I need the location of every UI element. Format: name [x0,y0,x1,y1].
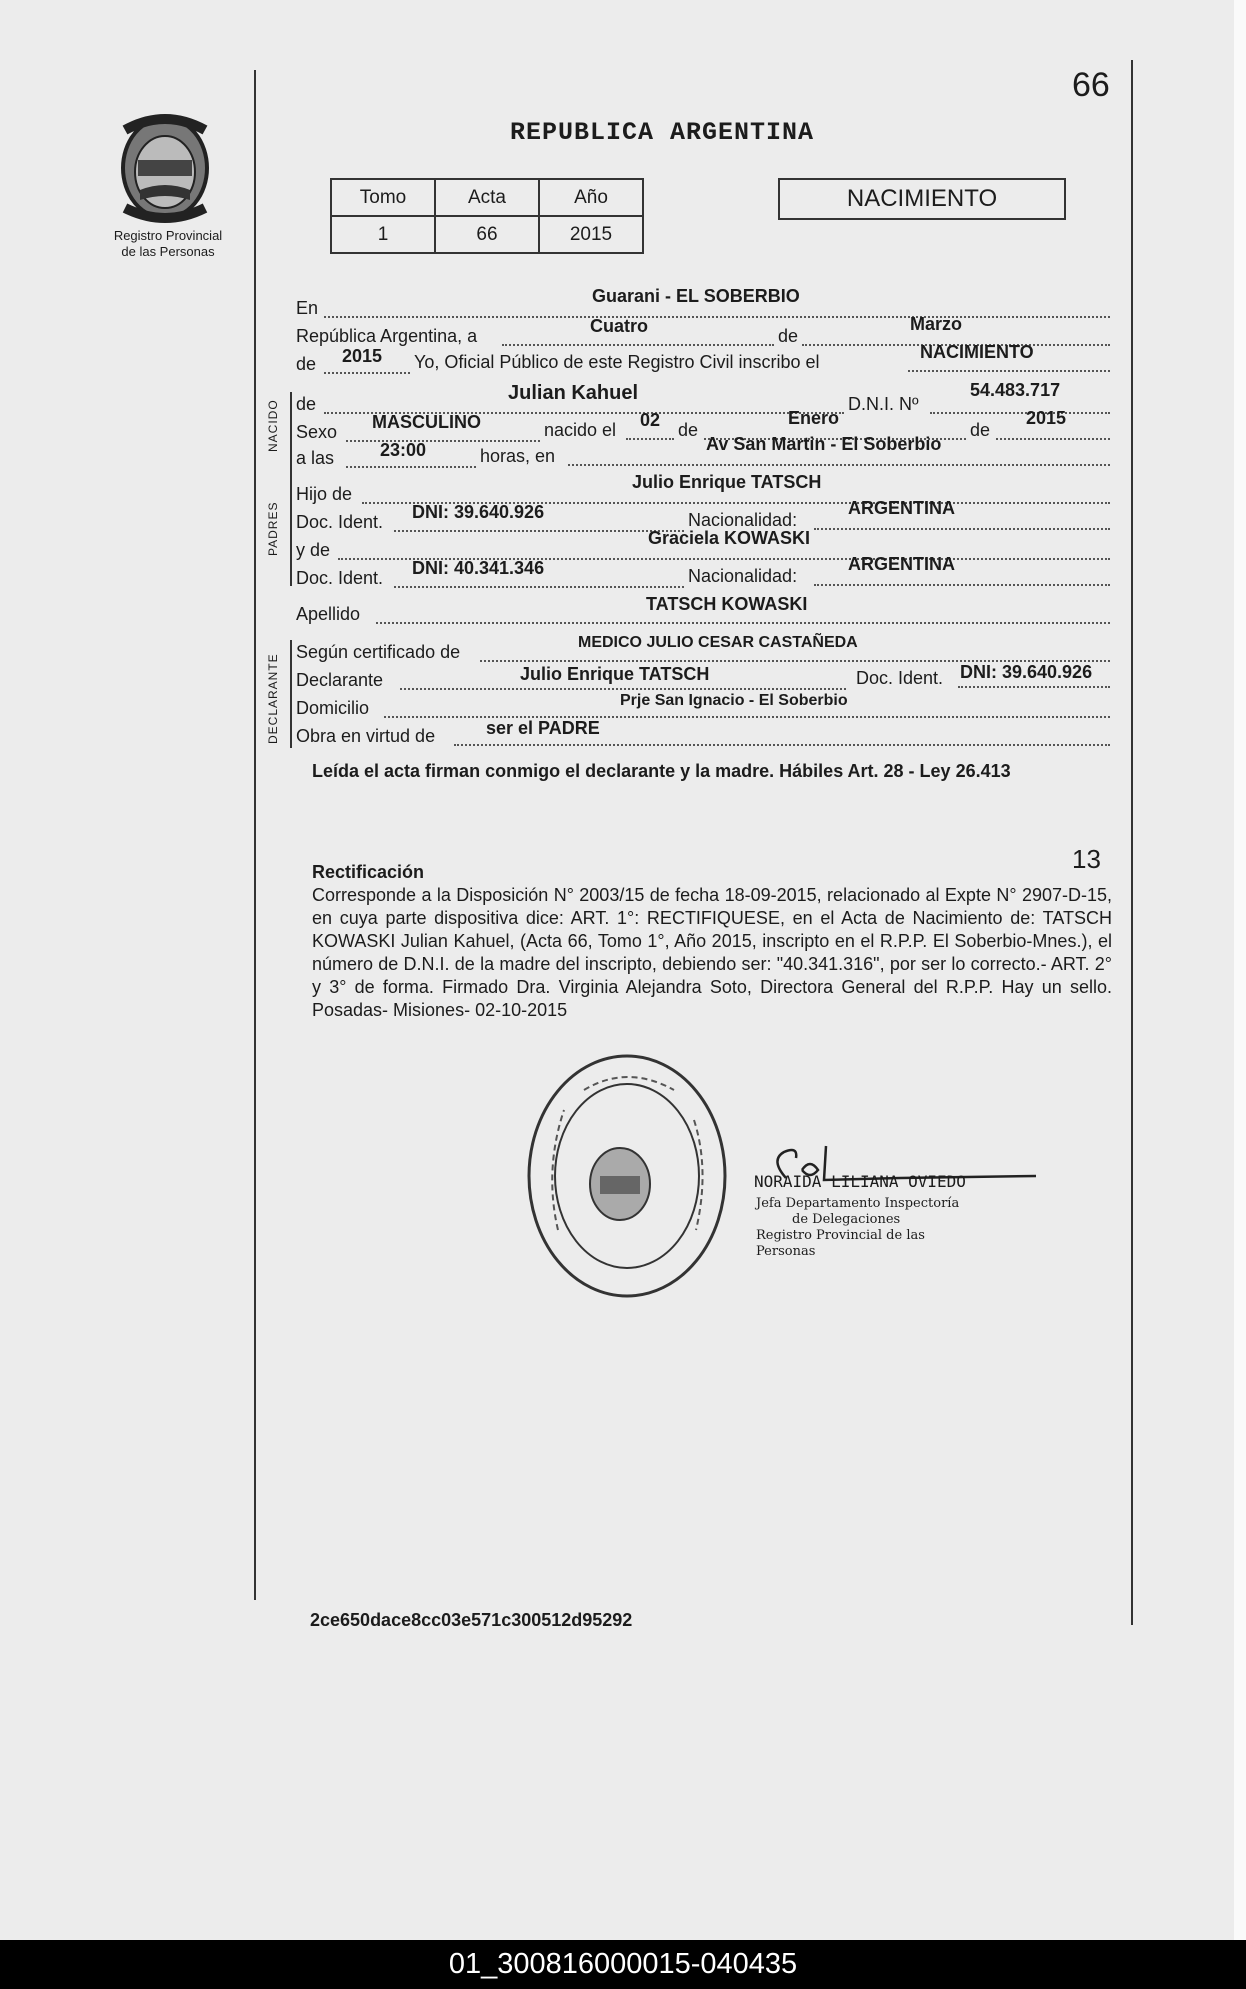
row-en [296,298,318,324]
label-apellido: Apellido [296,604,361,624]
label-doc-ident-3: Doc. Ident. [856,668,944,688]
label-segun-certificado: Según certificado de [296,642,461,662]
value-declarante-doc: DNI: 39.640.926 [960,662,1093,682]
value-madre-doc: DNI: 40.341.346 [412,558,545,578]
value-padre-nacionalidad: ARGENTINA [848,498,955,518]
row-de-nac-mes [678,420,698,446]
label-a-las: a las [296,448,335,468]
value-apellido: TATSCH KOWASKI [646,594,808,614]
left-frame-line [254,70,256,1600]
label-doc-ident-2: Doc. Ident. [296,568,384,588]
page-edge [1234,0,1246,1940]
label-y-de: y de [296,540,331,560]
header-tomo: Tomo [331,179,435,216]
logo-caption-line-2: de las Personas [121,244,215,259]
row-hijo [296,484,352,510]
label-republica: República Argentina, a [296,326,478,346]
label-de-2: de [678,420,699,440]
label-en: En [296,298,319,318]
label-oficial: Yo, Oficial Público de este Registro Civil inscribo el [414,352,820,372]
label-de: de [778,326,799,346]
value-anio: 2015 [342,346,383,366]
section-bar-nacido [290,392,292,484]
section-bar-padres [290,482,292,586]
signer-title [756,1196,986,1260]
document-title: REPUBLICA ARGENTINA [510,118,815,147]
value-domicilio-nacimiento: Av San Martin - El Soberbio [706,434,942,454]
value-dia: Cuatro [590,316,648,336]
side-label-padres: PADRES [266,501,280,556]
row-oficial [414,352,820,378]
value-mes: Marzo [910,314,963,334]
label-horas: horas, en [480,446,556,466]
value-lugar: Guarani - EL SOBERBIO [592,286,800,306]
closing-statement: Leída el acta firman conmigo el declarante y la madre. Hábiles Art. 28 - Ley 26.413 [312,761,1011,781]
row-apellido [296,604,360,630]
rectification-number: 13 [1072,844,1101,874]
footer-identifier: 01_300816000015-040435 [0,1940,1246,1989]
official-seal-stamp-icon [524,1050,730,1302]
row-horas-en [480,446,555,472]
label-domicilio: Domicilio [296,698,370,718]
label-declarante: Declarante [296,670,384,690]
value-acto: NACIMIENTO [920,342,1034,362]
right-frame-line [1131,60,1133,1625]
label-de-nombre: de [296,394,317,414]
value-madre-nacionalidad: ARGENTINA [848,554,955,574]
value-nac-mes: Enero [788,408,840,428]
row-doc-padre [296,512,383,538]
side-label-declarante: DECLARANTE [266,653,280,744]
value-anio: 2015 [539,216,643,253]
value-padre: Julio Enrique TATSCH [632,472,822,492]
row-republica [296,326,477,352]
row-domicilio [296,698,369,724]
header-anio: Año [539,179,643,216]
handwritten-signature-icon [740,1140,1040,1200]
signer-title-line-1: Jefa Departamento Inspectoría [756,1196,960,1211]
misiones-coat-of-arms-icon [110,110,220,225]
reference-table [330,178,644,254]
logo-caption-line-1: Registro Provincial [113,228,223,243]
label-nacido: nacido el [544,420,617,440]
value-tomo: 1 [331,216,435,253]
signer-title-line-2: de Delegaciones [792,1212,901,1227]
label-hijo-de: Hijo de [296,484,353,504]
rectification-title: Rectificación [312,862,425,882]
logo-caption [98,228,238,260]
value-declarante: Julio Enrique TATSCH [520,664,710,684]
value-domicilio: Prje San Ignacio - El Soberbio [620,692,848,709]
page-number: 66 [1072,66,1110,104]
signer-title-line-3: Registro Provincial de las Personas [756,1228,925,1259]
label-nacionalidad-2: Nacionalidad: [688,566,798,586]
label-obra: Obra en virtud de [296,726,436,746]
label-de-3: de [970,420,991,440]
signer-name: NORAIDA LILIANA OVIEDO [754,1172,966,1191]
reference-value-row [331,216,643,253]
value-nombre: Julian Kahuel [508,382,639,404]
value-obra: ser el PADRE [486,718,600,738]
value-madre: Graciela KOWASKI [648,528,811,548]
row-y-de [296,540,330,566]
row-doc-declarante [856,668,943,694]
value-nac-anio: 2015 [1026,408,1067,428]
label-doc-ident: Doc. Ident. [296,512,384,532]
value-hora: 23:00 [380,440,427,460]
value-nac-dia: 02 [640,410,661,430]
label-dni: D.N.I. Nº [848,394,919,414]
row-de-mes [778,326,798,352]
row-de-nac-anio [970,420,990,446]
row-nombre [296,394,316,420]
document-type-box: NACIMIENTO [778,178,1066,220]
row-sexo [296,422,337,448]
label-sexo: Sexo [296,422,338,442]
row-declarante [296,670,383,696]
row-nac-madre [688,566,797,592]
side-label-nacido: NACIDO [266,399,280,452]
section-bar-declarante [290,640,292,748]
reference-header-row [331,179,643,216]
rectification-body: Corresponde a la Disposición N° 2003/15 de fecha 18-09-2015, relacionado al Expte N° 2907-D-15, en cuya parte dispositiva dice: ART. 1°: RECTIFIQUESE, en el Acta de Nacimiento de: TATSCH KOWASKI Julian Kahuel, (Acta 66, Tomo 1°, Año 2015, inscripto en el R.P.P. El Soberbio-Mnes.), el número de D.N.I. de la madre del inscripto, debiendo ser: "40.341.316", por ser lo correcto.- ART. 2° y 3° de forma. Firmado Dra. Virginia Alejandra Soto, Directora General del R.P.P. Hay un sello. Posadas- Misiones- 02-10-2015 [312,885,1112,1020]
row-segun [296,642,460,668]
value-dni: 54.483.717 [970,380,1061,400]
row-de-anio [296,354,316,380]
label-nacionalidad: Nacionalidad: [688,510,798,530]
row-dni [848,394,919,420]
value-padre-doc: DNI: 39.640.926 [412,502,545,522]
value-certificado: MEDICO JULIO CESAR CASTAÑEDA [578,634,858,651]
row-obra [296,726,435,752]
header-acta: Acta [435,179,539,216]
row-hora [296,448,334,474]
value-acta: 66 [435,216,539,253]
value-sexo: MASCULINO [372,412,481,432]
row-doc-madre [296,568,383,594]
document-hash: 2ce650dace8cc03e571c300512d95292 [310,1610,633,1630]
label-de-anio: de [296,354,317,374]
row-nacido [544,420,616,446]
